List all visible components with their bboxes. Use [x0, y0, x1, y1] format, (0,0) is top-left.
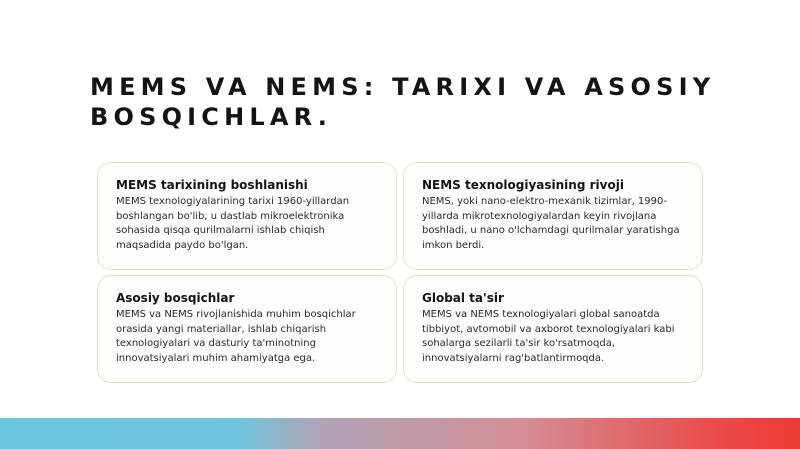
decorative-gradient-bar — [0, 418, 800, 449]
card-title: Asosiy bosqichlar — [116, 291, 235, 305]
card-title: NEMS texnologiyasining rivoji — [422, 178, 624, 192]
card-text: MEMS va NEMS texnologiyalari global sanoatda tibbiyot, avtomobil va axborot texnologiyalari kabi sohalarga sezilarli ta'sir ko'rsatmoqda, innovatsiyalarni rag'batlantirmoqda. — [422, 309, 675, 364]
card-text: MEMS va NEMS rivojlanishida muhim bosqichlar orasida yangi materiallar, ishlab chiqarish texnologiyalari va dasturiy ta'minotning innovatsiyalari muhim ahamiyatga ega. — [116, 309, 356, 364]
slide-title: MEMS VA NEMS: TARIXI VA ASOSIY BOSQICHLAR. — [90, 73, 716, 131]
card-title: MEMS tarixining boshlanishi — [116, 178, 308, 192]
info-card-nems-development — [403, 162, 703, 270]
card-title: Global ta'sir — [422, 291, 504, 305]
info-card-mems-history — [97, 162, 397, 270]
card-text: NEMS, yoki nano-elektro-mexanik tizimlar, 1990-yillarda mikrotexnologiyalardan keyin rivojlana boshladi, u nano o'lchamdagi qurilmalar yaratishga imkon berdi. — [422, 196, 680, 251]
info-card-main-stages — [97, 275, 397, 383]
info-card-global-impact — [403, 275, 703, 383]
card-text: MEMS texnologiyalarining tarixi 1960-yillardan boshlangan bo'lib, u dastlab mikroelektronika sohasida qisqa qurilmalarni ishlab chiqish maqsadida paydo bo'lgan. — [116, 196, 350, 251]
